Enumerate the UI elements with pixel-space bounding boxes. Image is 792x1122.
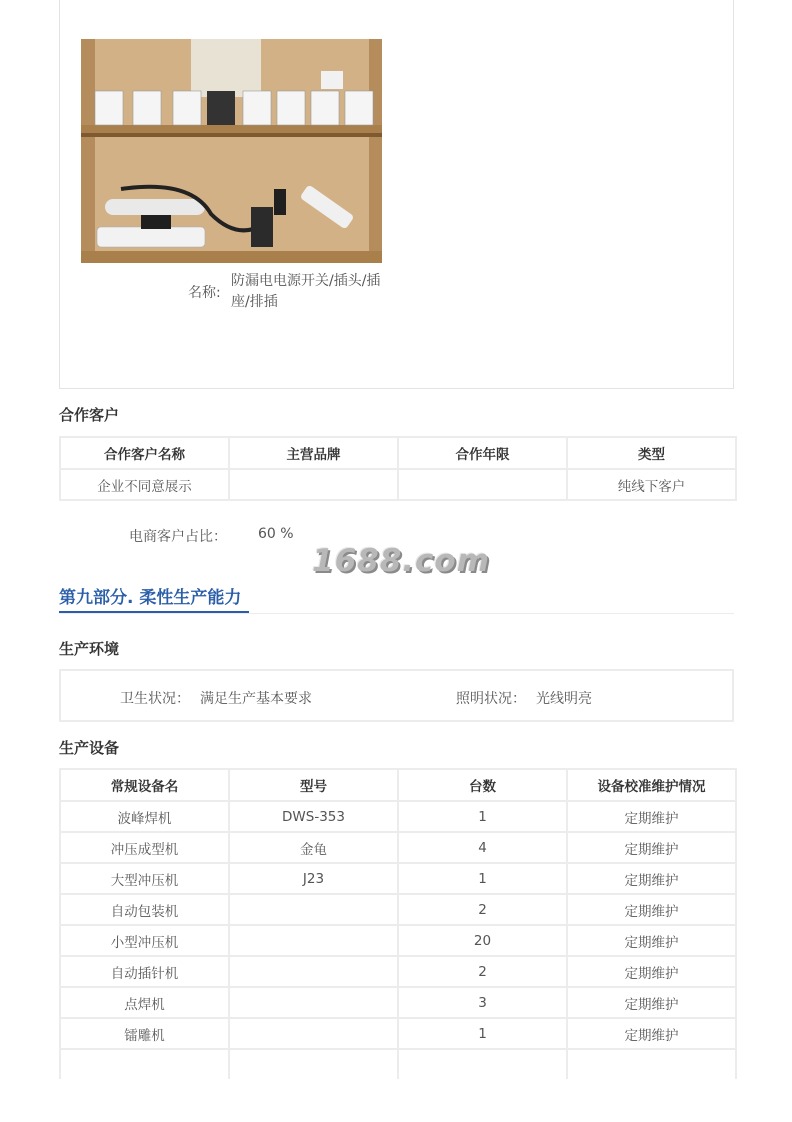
column-header: 台数 xyxy=(398,769,567,801)
table-row xyxy=(60,801,736,832)
environment-heading: 生产环境 xyxy=(59,640,120,658)
table-cell: 定期维护 xyxy=(567,863,736,894)
customers-heading: 合作客户 xyxy=(59,406,120,424)
table-cell xyxy=(60,1049,229,1079)
table-cell xyxy=(229,469,398,500)
table-cell: 镭雕机 xyxy=(60,1018,229,1049)
product-name-value: 防漏电电源开关/插头/插座/排插 xyxy=(231,273,381,310)
table-row xyxy=(60,956,736,987)
table-cell: 4 xyxy=(398,832,567,863)
table-cell xyxy=(567,1049,736,1079)
table-cell: 冲压成型机 xyxy=(60,832,229,863)
table-cell: 2 xyxy=(398,894,567,925)
watermark-logo: 1688.com xyxy=(312,543,491,579)
table-row xyxy=(60,832,736,863)
table-cell: 点焊机 xyxy=(60,987,229,1018)
hygiene-label: 卫生状况： xyxy=(120,691,190,707)
table-cell: 20 xyxy=(398,925,567,956)
title-underline xyxy=(59,611,249,613)
ecommerce-ratio-value: 60 % xyxy=(258,526,294,542)
table-row xyxy=(60,987,736,1018)
table-cell: J23 xyxy=(229,863,398,894)
part-title: 第九部分. 柔性生产能力 xyxy=(59,588,242,608)
table-cell: 波峰焊机 xyxy=(60,801,229,832)
divider xyxy=(59,613,734,614)
table-cell: 纯线下客户 xyxy=(567,469,736,500)
table-cell xyxy=(398,469,567,500)
table-cell: 大型冲压机 xyxy=(60,863,229,894)
customers-header-row xyxy=(60,437,736,469)
column-header: 类型 xyxy=(567,437,736,469)
table-cell: 自动插针机 xyxy=(60,956,229,987)
column-header: 设备校准维护情况 xyxy=(567,769,736,801)
table-cell xyxy=(229,956,398,987)
table-cell: 企业不同意展示 xyxy=(60,469,229,500)
product-photo xyxy=(81,39,382,263)
table-cell xyxy=(229,925,398,956)
table-cell: 小型冲压机 xyxy=(60,925,229,956)
column-header: 常规设备名 xyxy=(60,769,229,801)
table-cell: 1 xyxy=(398,801,567,832)
table-cell: 金龟 xyxy=(229,832,398,863)
product-name-label: 名称: xyxy=(188,285,221,301)
table-cell xyxy=(229,1018,398,1049)
table-cell xyxy=(229,1049,398,1079)
table-row xyxy=(60,894,736,925)
table-row xyxy=(60,925,736,956)
table-cell: 1 xyxy=(398,1018,567,1049)
table-cell: 定期维护 xyxy=(567,956,736,987)
column-header: 合作年限 xyxy=(398,437,567,469)
lighting-label: 照明状况： xyxy=(456,691,526,707)
table-cell: 定期维护 xyxy=(567,894,736,925)
table-cell xyxy=(398,1049,567,1079)
column-header: 型号 xyxy=(229,769,398,801)
table-cell: 1 xyxy=(398,863,567,894)
table-cell: 3 xyxy=(398,987,567,1018)
table-row xyxy=(60,863,736,894)
equipment-table xyxy=(59,768,737,1079)
table-cell: 定期维护 xyxy=(567,1018,736,1049)
table-cell: 定期维护 xyxy=(567,925,736,956)
table-cell: 定期维护 xyxy=(567,832,736,863)
customers-table xyxy=(59,436,737,501)
table-cell xyxy=(229,894,398,925)
hygiene-value: 满足生产基本要求 xyxy=(200,691,312,707)
ecommerce-ratio-label: 电商客户占比： xyxy=(129,529,227,545)
column-header: 合作客户名称 xyxy=(60,437,229,469)
table-row xyxy=(60,469,736,500)
table-cell xyxy=(229,987,398,1018)
table-cell: 2 xyxy=(398,956,567,987)
equipment-header-row xyxy=(60,769,736,801)
column-header: 主营品牌 xyxy=(229,437,398,469)
table-cell: 定期维护 xyxy=(567,801,736,832)
equipment-heading: 生产设备 xyxy=(59,739,120,757)
table-row xyxy=(60,1049,736,1079)
table-row xyxy=(60,1018,736,1049)
table-cell: 定期维护 xyxy=(567,987,736,1018)
table-cell: 自动包装机 xyxy=(60,894,229,925)
table-cell: DWS-353 xyxy=(229,801,398,832)
lighting-value: 光线明亮 xyxy=(536,691,592,707)
